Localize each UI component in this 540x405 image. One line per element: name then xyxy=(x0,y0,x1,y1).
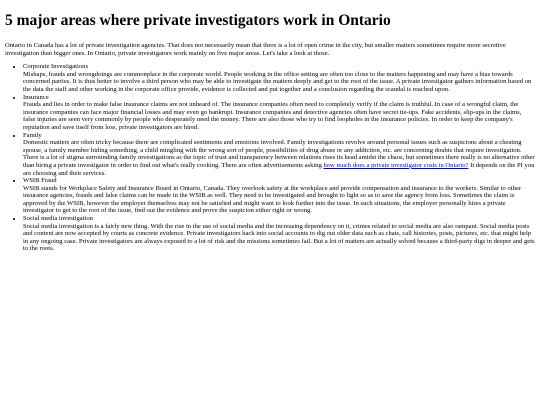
area-body-after-link: It depends on the PI you are choosing and their services. xyxy=(23,161,535,177)
area-title: • Family xyxy=(23,131,42,139)
list-item-family xyxy=(23,132,535,178)
pi-cost-link[interactable]: how much does a private investigator costs in Ontario? xyxy=(323,161,469,169)
intro-paragraph: Ontario in Canada has a lot of private investigation agencies. That does not necessarily mean that there is a lot of open crime in the city, but smaller matters sometimes require more secretive investigation than bigger ones. In Ontario, private investigators work mainly on five major areas. Let's take a look at those. xyxy=(5,42,506,57)
area-body: WSIB stands for Workplace Safety and Insurance Board in Ontario, Canada. They overlook safety at the workplace and provide compensation and insurance to the workers. Similar to other insurance agencies, frauds and false claims can be made in the WSIB as well. They need to be investigated and brought to light so as to save the agency from loss. Sometimes the claim is approved by the WSIB, however the employer themselves may not be satisfied and might want to look further into the issue. In such situations, the employer personally hires a private investigator to get to the root of the issue, find out the evidence and prove the suspicion either right or wrong. xyxy=(23,184,522,215)
list-item-insurance xyxy=(23,94,535,132)
area-body: Mishaps, frauds and wrongdoings are commonplace in the corporate world. People working in the office setting are often too close to the matters happening and may have a bias towards concerned parties. It is thus better to involve a third person who may be able to investigate the matters deeply and get to the root of the issue. A private investigator gathers information based on the data the staff and other working in the corporate office provide, evidence is collected and put together and a conclusion regarding the scandal is reached upon. xyxy=(23,70,532,93)
area-title: • Insurance xyxy=(23,93,49,101)
list-item-social-media xyxy=(23,215,535,253)
area-title: • Corporate Investigations xyxy=(23,63,89,71)
area-title: • WSIB Fraud xyxy=(23,177,57,185)
list-item-wsib xyxy=(23,177,535,215)
list-item-corporate xyxy=(23,63,535,93)
area-body xyxy=(23,139,535,177)
page-title: 5 major areas where private investigators work in Ontario xyxy=(5,12,391,29)
area-title: • Social media investigation xyxy=(23,215,93,223)
area-body: Frauds and lies in order to make false insurance claims are not unheard of. The insurance companies often need to completely verify if the claim is truthful. In case of a wrongful claim, the insurance companies can face major financial losses and may even go bankrupt. Insurance companies and detective agencies often have secret tie-ups. Fake accidents, slip-ups in the claims, false injuries are seen very commonly by people who desperately need the money. There are also those who try to find loopholes in the insurance policies. In order to keep the company's reputation and save itself from loss, private investigators are hired. xyxy=(23,101,522,131)
area-body: Social media investigation is a fairly new thing. With the rise in the use of social media and the increasing dependency on it, crimes related to social media are also rampant. Social media posts and content are now accepted by courts as concrete evidence. Private investigators hack into social accounts to dig out older data such as chats, call histories, posts, pictures, etc. that might help in any ongoing case. Private investigators are always exposed to a lot of risk and the missions sometimes fail. But a lot of matters are actually solved because a third-party digs in deeper and gets to the roots. xyxy=(23,222,535,253)
areas-list xyxy=(5,63,535,253)
area-body-before-link: Domestic matters are often tricky because there are complicated sentiments and emotions involved. Family investigations revolve around personal issues such as suspicions about a cheating spouse, a family member hiding something, a child mingling with the wrong sort of people, possibilities of drug abuse or any addiction, etc. are concerning doubts that require investigation. There is a lot of stigma surrounding family investigations as the topic of trust and transparency between relations rises its head amidst the chaos, but sometimes there really is no alternative other than hiring a private investigator in order to find out what's really cooking. There are often advertisements asking xyxy=(23,139,535,169)
